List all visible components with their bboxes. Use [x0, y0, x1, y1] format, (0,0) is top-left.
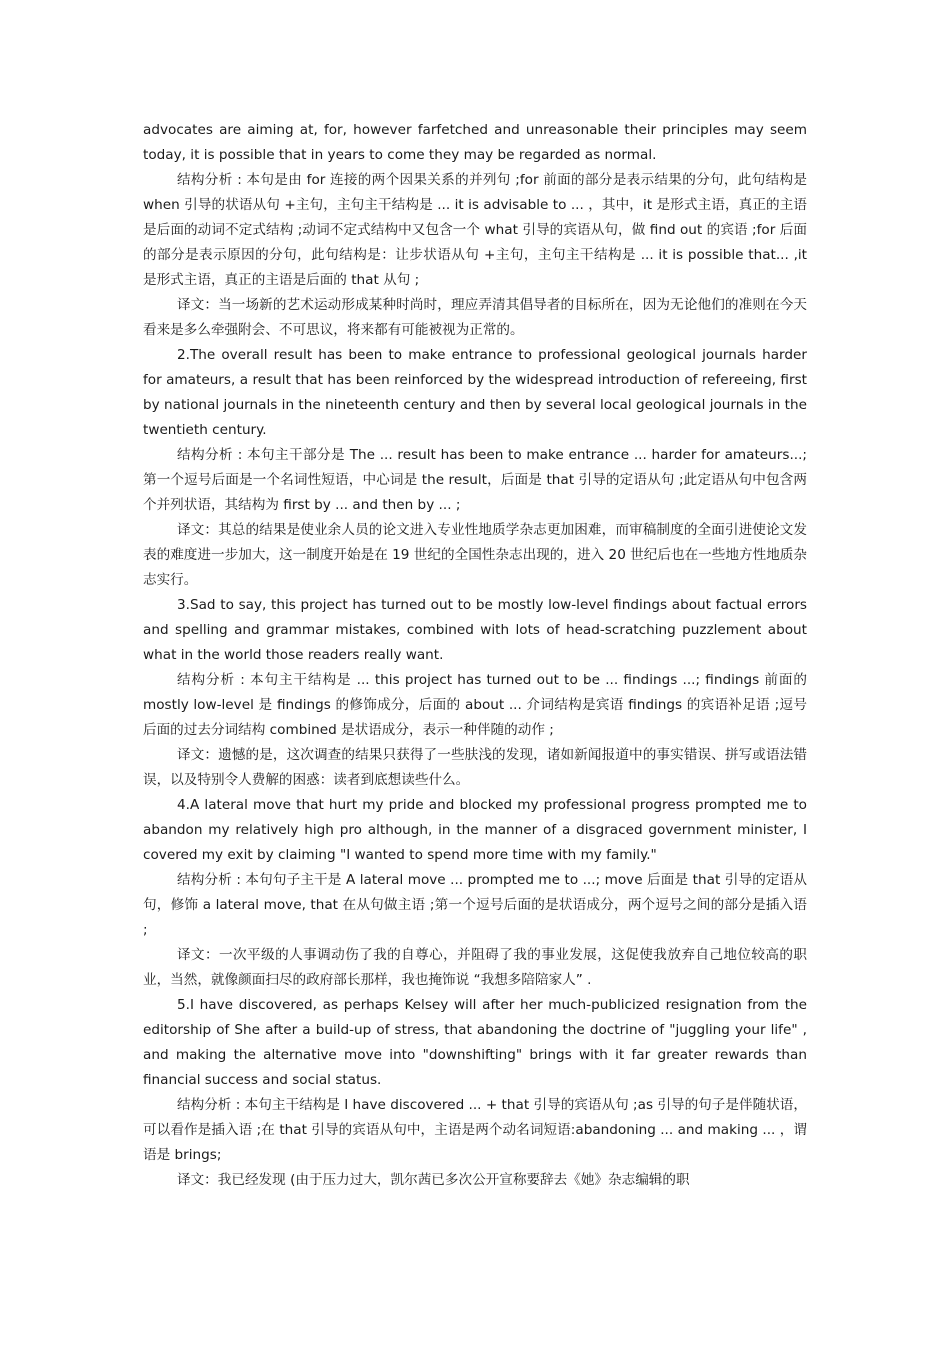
paragraph-7: 3.Sad to say, this project has turned out to be mostly low-level findings about factual errors and spelling and grammar mistakes, combined with lots of head-scratching puzzlement about what in the world those readers really want.	[143, 597, 807, 663]
paragraph-12: 译文：一次平级的人事调动伤了我的自尊心，并阻碍了我的事业发展，这促使我放弃自己地位较高的职业，当然，就像颜面扫尽的政府部长那样，我也掩饰说 “我想多陪陪家人” .	[143, 947, 807, 988]
document-page	[143, 118, 807, 1193]
paragraph-9: 译文：遗憾的是，这次调查的结果只获得了一些肤浅的发现，诸如新闻报道中的事实错误、拼写或语法错误，以及特别令人费解的困惑：读者到底想读些什么。	[143, 747, 807, 788]
paragraph-4: 2.The overall result has been to make entrance to professional geological journals harder for amateurs, a result that has been reinforced by the widespread introduction of refereeing, first by national journals in the nineteenth century and then by several local geological journals in the twentieth century.	[143, 347, 807, 438]
paragraph-5: 结构分析 : 本句主干部分是 The ... result has been to make entrance ... harder for amateurs...; 第一个逗号后面是一个名词性短语，中心词是 the result，后面是 that 引导的定语从句 ;此定语从句中包含两个并列状语，其结构为 first by ... and then by ... ;	[143, 447, 807, 513]
paragraph-13: 5.I have discovered, as perhaps Kelsey will after her much-publicized resignation from the editorship of She after a build-up of stress, that abandoning the doctrine of "juggling your life" , and making the alternative move into "downshifting" brings with it far greater rewards than financial success and social status.	[143, 997, 807, 1088]
paragraph-14: 结构分析 : 本句主干结构是 I have discovered ... + that 引导的宾语从句 ;as 引导的句子是伴随状语，可以看作是插入语 ;在 that 引导的宾语从句中，主语是两个动名词短语:abandoning ... and making ... ，谓语是 brings;	[143, 1097, 807, 1163]
paragraph-1: advocates are aiming at, for, however farfetched and unreasonable their principles may seem today, it is possible that in years to come they may be regarded as normal.	[143, 122, 807, 163]
paragraph-11: 结构分析 : 本句句子主干是 A lateral move ... prompted me to ...; move 后面是 that 引导的定语从句，修饰 a lateral move, that 在从句做主语 ;第一个逗号后面的是状语成分，两个逗号之间的部分是插入语 ;	[143, 872, 807, 938]
paragraph-15: 译文：我已经发现 (由于压力过大，凯尔茜已多次公开宣称要辞去《她》杂志编辑的职	[177, 1172, 690, 1188]
paragraph-2: 结构分析 : 本句是由 for 连接的两个因果关系的并列句 ;for 前面的部分是表示结果的分句，此句结构是 when 引导的状语从句 +主句，主句主干结构是 ... it is advisable to ... ，其中，it 是形式主语，真正的主语是后面的动词不定式结构 ;动词不定式结构中又包含一个 what 引导的宾语从句，做 find out 的宾语 ;for 后面的部分是表示原因的分句，此句结构是：让步状语从句 +主句，主句主干结构是 ... it is possible that... ,it 是形式主语，真正的主语是后面的 that 从句 ;	[143, 172, 807, 288]
paragraph-3: 译文：当一场新的艺术运动形成某种时尚时，理应弄清其倡导者的目标所在，因为无论他们的准则在今天看来是多么牵强附会、不可思议，将来都有可能被视为正常的。	[143, 297, 807, 338]
paragraph-8: 结构分析 : 本句主干结构是 ... this project has turned out to be ... findings ...; findings 前面的 mostly low-level 是 findings 的修饰成分，后面的 about ... 介词结构是宾语 findings 的宾语补足语 ;逗号后面的过去分词结构 combined 是状语成分，表示一种伴随的动作 ;	[143, 672, 807, 738]
paragraph-6: 译文：其总的结果是使业余人员的论文进入专业性地质学杂志更加困难，而审稿制度的全面引进使论文发表的难度进一步加大，这一制度开始是在 19 世纪的全国性杂志出现的，进入 20 世纪后也在一些地方性地质杂志实行。	[143, 522, 807, 588]
paragraph-10: 4.A lateral move that hurt my pride and blocked my professional progress prompted me to abandon my relatively high pro although, in the manner of a disgraced government minister, I covered my exit by claiming "I wanted to spend more time with my family."	[143, 797, 807, 863]
